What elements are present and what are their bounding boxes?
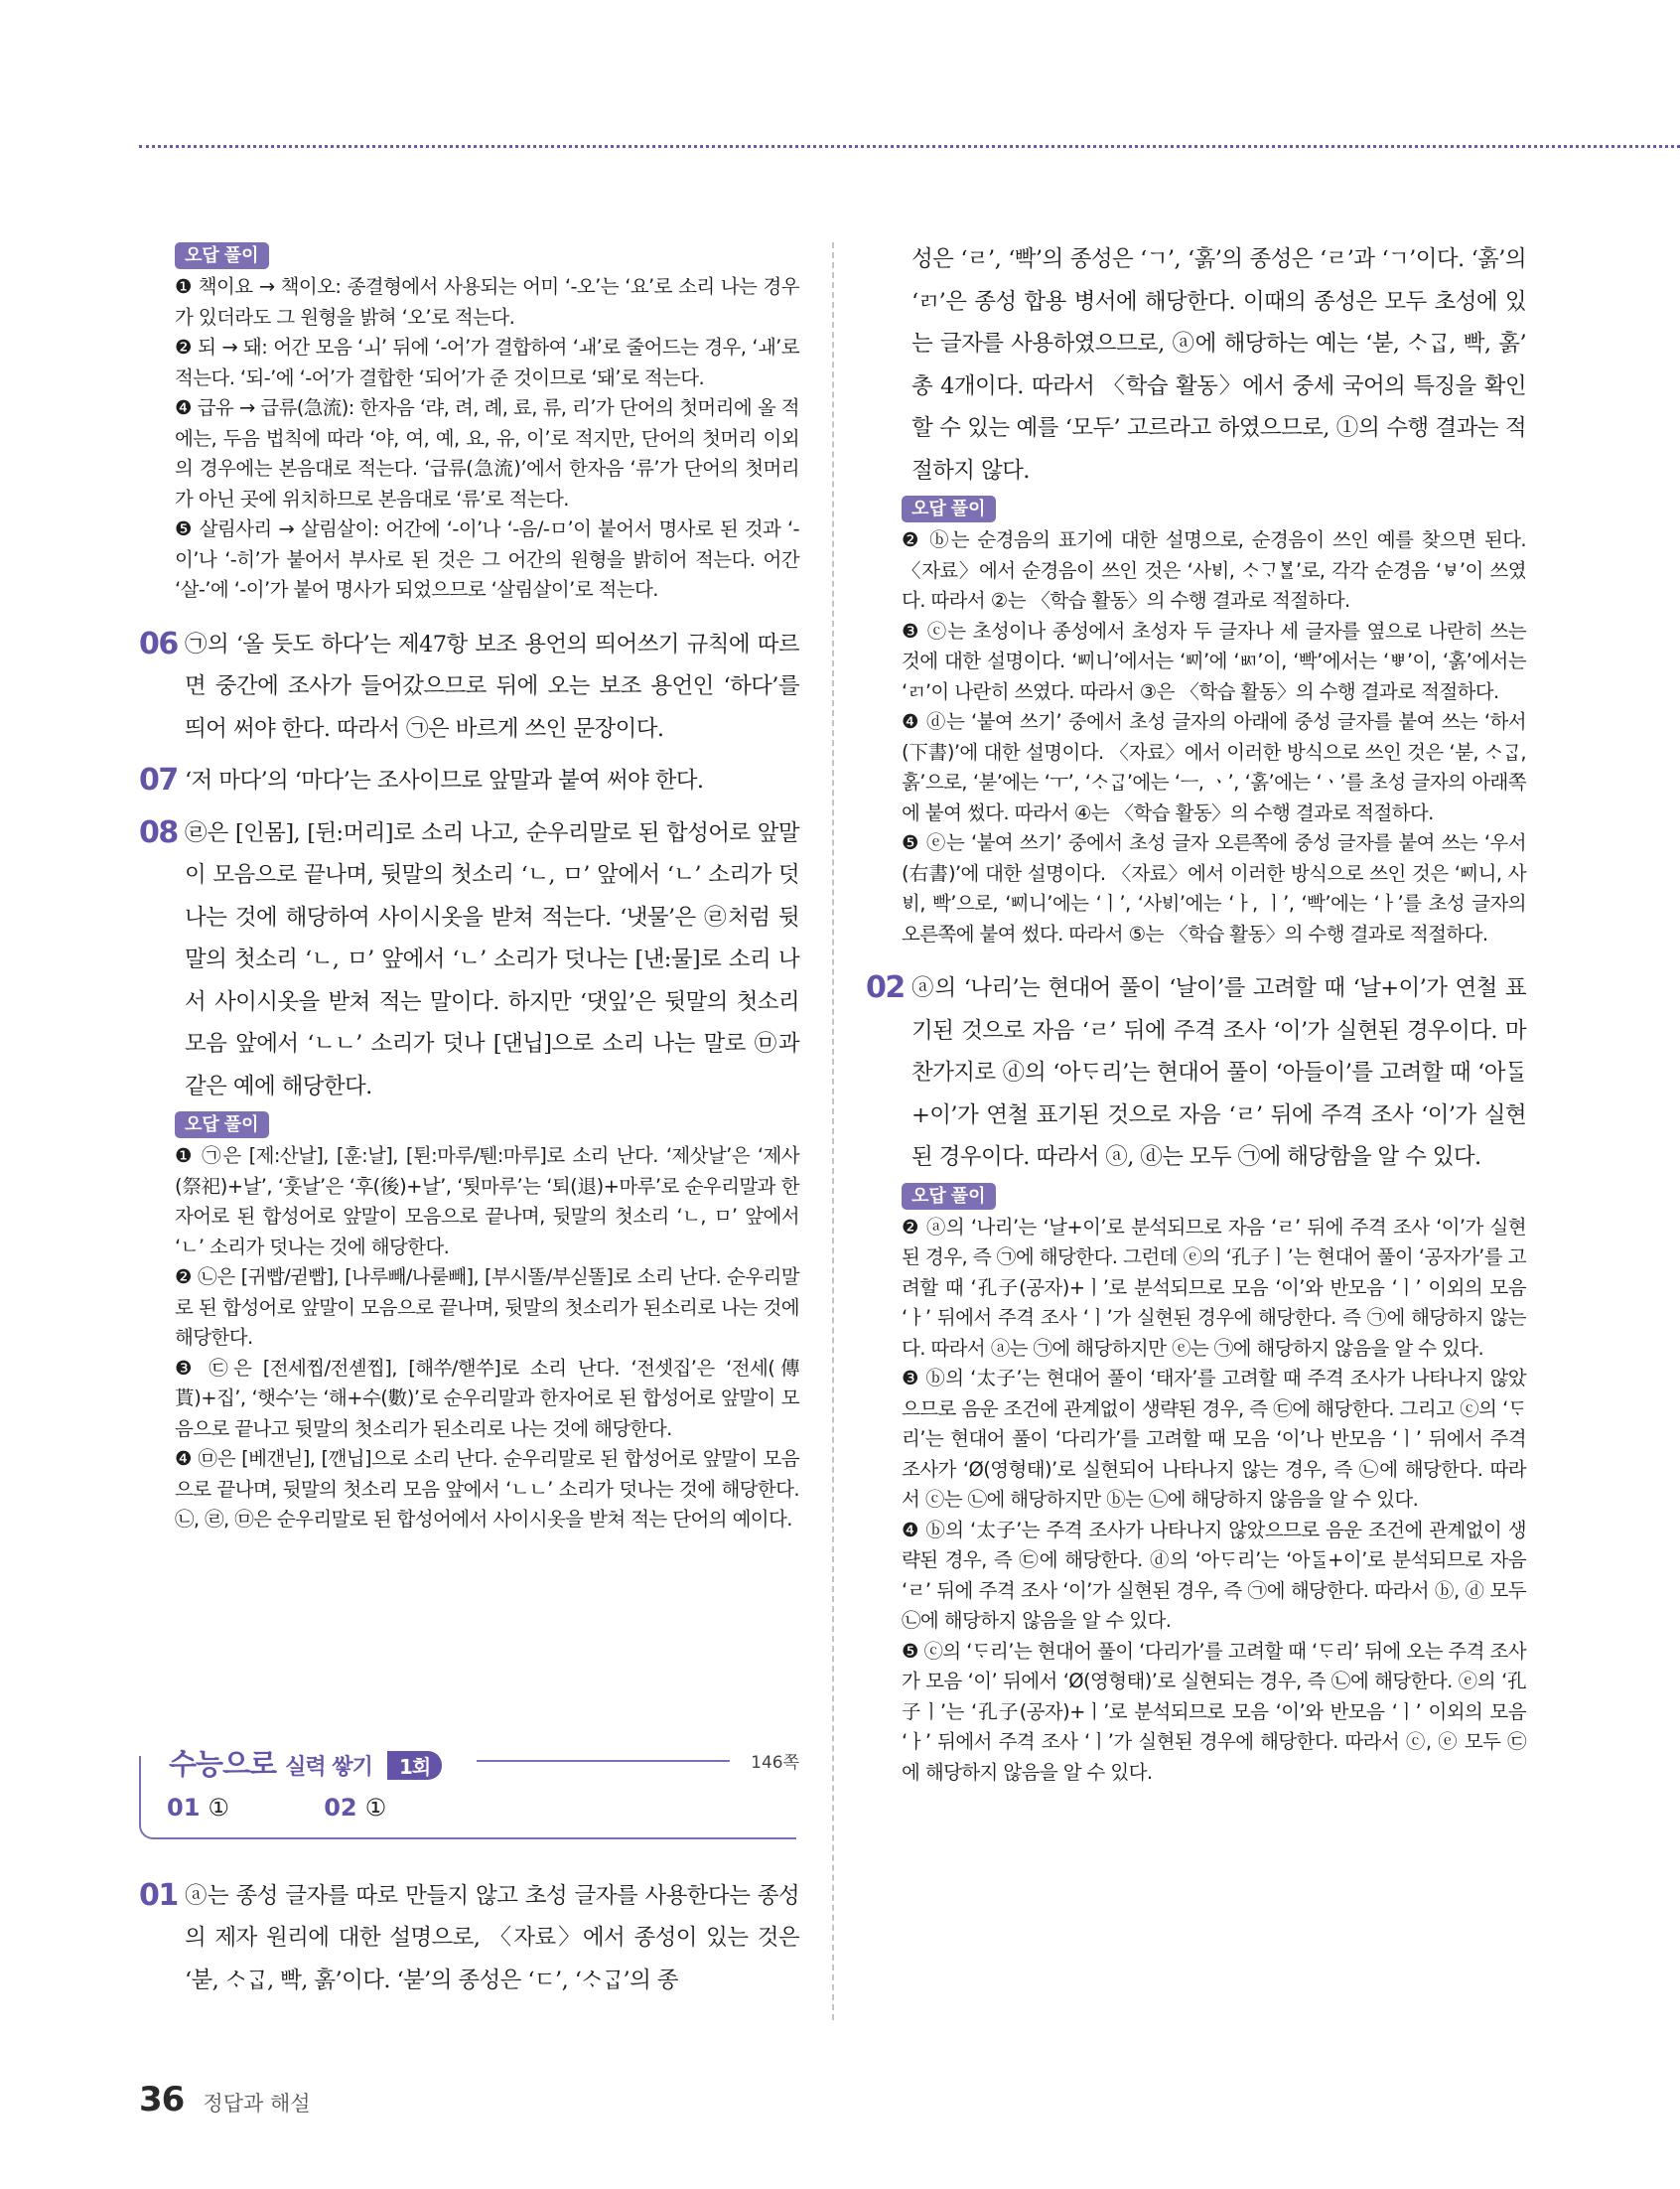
note: ❷ ⓐ의 ‘나리’는 ‘날+이’로 분석되므로 자음 ‘ㄹ’ 뒤에 주격 조사 ‘이’가 실현된 경우, 즉 ㉠에 해당한다. 그런데 ⓔ의 ‘孔子ㅣ’는 현대어 풀이 ‘공자가’를 고려할 때 ‘孔子(공자)+ㅣ’로 분석되므로 모음 ‘이’와 반모음 ‘ㅣ’ 이외의 모음 ‘ㅏ’ 뒤에서 주격 조사 ‘ㅣ’가 실현된 경우에 해당한다. 즉 ㉠에 해당하지 않는다. 따라서 ⓐ는 ㉠에 해당하지만 ⓔ는 ㉠에 해당하지 않음을 알 수 있다. bbox=[902, 1215, 1526, 1360]
practice-title bbox=[169, 1742, 450, 1783]
answer-text: ㉠의 ‘올 듯도 하다’는 제47항 보조 용언의 띄어쓰기 규칙에 따르면 중간에 조사가 들어갔으므로 뒤에 오는 보조 용언인 ‘하다’를 띄어 써야 한다. 따라서 ㉠은 바르게 쓰인 문장이다. bbox=[185, 631, 799, 742]
wrong-answer-section-1 bbox=[175, 238, 799, 606]
page-number: 36 bbox=[139, 2080, 185, 2119]
question-number: 06 bbox=[139, 626, 178, 661]
column-divider bbox=[832, 242, 834, 2020]
note: ❸ ⓒ는 초성이나 종성에서 초성자 두 글자나 세 글자를 옆으로 나란히 쓰는 것에 대한 설명이다. ‘ᄢᅵ니’에서는 ‘ᄢᅵ’에 ‘ㅴ’이, ‘빡’에서는 ‘ㅹ’이, ‘홁’에서는 ‘ㄺ’이 나란히 쓰였다. 따라서 ③은 〈학습 활동〉의 수행 결과로 적절하다. bbox=[902, 619, 1526, 703]
right-column bbox=[866, 238, 1526, 1788]
question-02 bbox=[866, 967, 1526, 1179]
left-column bbox=[139, 238, 799, 2001]
answer-value: ① bbox=[364, 1793, 387, 1822]
wrong-answer-section-4 bbox=[902, 1179, 1526, 1789]
page-reference: 146쪽 bbox=[743, 1748, 799, 1773]
note: ❺ ⓒ의 ‘ᄃᆞ리’는 현대어 풀이 ‘다리가’를 고려할 때 ‘ᄃᆞ리’ 뒤에 오는 주격 조사가 모음 ‘이’ 뒤에서 ‘Ø(영형태)’로 실현되는 경우, 즉 ㉡에 해당한다. ⓔ의 ‘孔子ㅣ’는 ‘孔子(공자)+ㅣ’로 분석되므로 모음 ‘이’와 반모음 ‘ㅣ’ 이외의 모음 ‘ㅏ’ 뒤에서 주격 조사 ‘ㅣ’가 실현된 경우에 해당한다. 따라서 ⓒ, ⓔ 모두 ㉢에 해당하지 않음을 알 수 있다. bbox=[902, 1639, 1526, 1784]
question-08 bbox=[139, 812, 799, 1108]
question-number: 08 bbox=[139, 814, 178, 850]
page-footer bbox=[139, 2080, 311, 2119]
answer-key bbox=[167, 1794, 386, 1822]
wrong-answer-badge: 오답 풀이 bbox=[902, 496, 996, 522]
note: ❸ ㉢은 [전세찝/전셷찝], [해쑤/핻쑤]로 소리 난다. ‘전셋집’은 ‘전세(傳貰)+집’, ‘햇수’는 ‘해+수(數)’로 순우리말과 한자어로 된 합성어로 앞말이 모음으로 끝나고 뒷말의 첫소리가 된소리로 나는 것에 해당한다. bbox=[175, 1356, 799, 1440]
answer-text: ㉣은 [인몸], [뒨:머리]로 소리 나고, 순우리말로 된 합성어로 앞말이 모음으로 끝나며, 뒷말의 첫소리 ‘ㄴ, ㅁ’ 앞에서 ‘ㄴ’ 소리가 덧나는 것에 해당하여 사이시옷을 받쳐 적는다. ‘냇물’은 ㉣처럼 뒷말의 첫소리 ‘ㄴ, ㅁ’ 앞에서 ‘ㄴ’ 소리가 덧나는 [낸:물]로 소리 나서 사이시옷을 받쳐 적는 말이다. 하지만 ‘댓잎’은 뒷말의 첫소리 모음 앞에서 ‘ㄴㄴ’ 소리가 덧나 [댄닙]으로 소리 나는 말로 ㉤과 같은 예에 해당한다. bbox=[185, 819, 799, 1099]
note: ❸ ⓑ의 ‘太子’는 현대어 풀이 ‘태자’를 고려할 때 주격 조사가 나타나지 않았으므로 음운 조건에 관계없이 생략된 경우, 즉 ㉢에 해당한다. 그리고 ⓒ의 ‘ᄃᆞ리’는 현대어 풀이 ‘다리가’를 고려할 때 모음 ‘이’나 반모음 ‘ㅣ’ 뒤에서 주격 조사가 ‘Ø(영형태)’로 실현되어 나타나지 않는 경우, 즉 ㉡에 해당한다. 따라서 ⓒ는 ㉡에 해당하지만 ⓑ는 ㉡에 해당하지 않음을 알 수 있다. bbox=[902, 1367, 1526, 1511]
note: ❹ ⓓ는 ‘붙여 쓰기’ 중에서 초성 글자의 아래에 중성 글자를 붙여 쓰는 ‘하서(下書)’에 대한 설명이다. 〈자료〉에서 이러한 방식으로 쓰인 것은 ‘붇, ᄉᆞᄀᆞᆸ, 홁’으로, ‘붇’에는 ‘ㅜ’, ‘ᄉᆞᄀᆞᆸ’에는 ‘ㅡ, ㆍ’, ‘홁’에는 ‘ㆍ’를 초성 글자의 아래쪽에 붙여 썼다. 따라서 ④는 〈학습 활동〉의 수행 결과로 적절하다. bbox=[902, 710, 1526, 824]
question-07 bbox=[139, 760, 799, 803]
answer-text: ⓐ의 ‘나리’는 현대어 풀이 ‘날이’를 고려할 때 ‘날+이’가 연철 표기된 것으로 자음 ‘ㄹ’ 뒤에 주격 조사 ‘이’가 실현된 경우이다. 마찬가지로 ⓓ의 ‘아ᄃᆞ리’는 현대어 풀이 ‘아들이’를 고려할 때 ‘아ᄃᆞᆯ+이’가 연철 표기된 것으로 자음 ‘ㄹ’ 뒤에 주격 조사 ‘이’가 실현된 경우이다. 따라서 ⓐ, ⓓ는 모두 ㉠에 해당함을 알 수 있다. bbox=[911, 975, 1526, 1170]
note: ❶ ㉠은 [제:산날], [훈:날], [퇸:마루/퉨:마루]로 소리 난다. ‘제삿날’은 ‘제사(祭祀)+날’, ‘훗날’은 ‘후(後)+날’, ‘툇마루’는 ‘퇴(退)+마루’로 순우리말과 한자어로 된 합성어로 앞말이 모음으로 끝나며, 뒷말의 첫소리 ‘ㄴ, ㅁ’ 앞에서 ‘ㄴ’ 소리가 덧나는 것에 해당한다. bbox=[175, 1144, 799, 1258]
wrong-answer-badge: 오답 풀이 bbox=[175, 242, 269, 269]
subtitle-text: 실력 쌓기 bbox=[285, 1754, 372, 1780]
suneung-practice-box bbox=[139, 1742, 799, 1822]
footer-label: 정답과 해설 bbox=[203, 2092, 311, 2116]
wrong-answer-badge: 오답 풀이 bbox=[175, 1111, 269, 1138]
title-text: 수능으로 bbox=[169, 1746, 277, 1781]
answer-number: 01 bbox=[167, 1793, 201, 1822]
header-line bbox=[477, 1760, 730, 1762]
answer-text: 성은 ‘ㄹ’, ‘빡’의 종성은 ‘ㄱ’, ‘홁’의 종성은 ‘ㄹ’과 ‘ㄱ’이다. ‘홁’의 ‘ㄺ’은 종성 합용 병서에 해당한다. 이때의 종성은 모두 초성에 있는 글자를 사용하였으므로, ⓐ에 해당하는 예는 ‘붇, ᄉᆞᄀᆞᆸ, 빡, 홁’ 총 4개이다. 따라서 〈학습 활동〉에서 중세 국어의 특징을 확인할 수 있는 예를 ‘모두’ 고르라고 하였으므로, ①의 수행 결과는 적절하지 않다. bbox=[911, 246, 1526, 484]
note: ❹ 급유 → 급류(急流): 한자음 ‘랴, 려, 례, 료, 류, 리’가 단어의 첫머리에 올 적에는, 두음 법칙에 따라 ‘야, 여, 예, 요, 유, 이’로 적지만, 단어의 첫머리 이외의 경우에는 본음대로 적는다. ‘급류(急流)’에서 한자음 ‘류’가 단어의 첫머리가 아닌 곳에 위치하므로 본음대로 ‘류’로 적는다. bbox=[175, 396, 799, 511]
wrong-answer-badge: 오답 풀이 bbox=[902, 1183, 996, 1210]
note: ❷ ⓑ는 순경음의 표기에 대한 설명으로, 순경음이 쓰인 예를 찾으면 된다. 〈자료〉에서 순경음이 쓰인 것은 ‘사ᄫᅵ, ᄉᆞᄀᆞᄫᆞᆯ’로, 각각 순경음 ‘ㅸ’이 쓰였다. 따라서 ②는 〈학습 활동〉의 수행 결과로 적절하다. bbox=[902, 528, 1526, 612]
question-number: 07 bbox=[139, 763, 178, 798]
question-number: 01 bbox=[139, 1877, 178, 1913]
top-dotted-rule bbox=[139, 145, 1680, 148]
wrong-answer-section-3 bbox=[902, 492, 1526, 949]
note: ❺ 살림사리 → 살림살이: 어간에 ‘-이’나 ‘-음/-ㅁ’이 붙어서 명사로 된 것과 ‘-이’나 ‘-히’가 붙어서 부사로 된 것은 그 어간의 원형을 밝히어 적는다. 어간 ‘살-’에 ‘-이’가 붙어 명사가 되었으므로 ‘살림살이’로 적는다. bbox=[175, 517, 799, 601]
question-06 bbox=[139, 624, 799, 751]
question-number: 02 bbox=[866, 970, 905, 1005]
answer-value: ① bbox=[208, 1793, 229, 1822]
answer-number: 02 bbox=[324, 1793, 357, 1822]
note: ❹ ⓑ의 ‘太子’는 주격 조사가 나타나지 않았으므로 음운 조건에 관계없이 생략된 경우, 즉 ㉢에 해당한다. ⓓ의 ‘아ᄃᆞ리’는 ‘아ᄃᆞᆯ+이’로 분석되므로 자음 ‘ㄹ’ 뒤에 주격 조사 ‘이’가 실현된 경우, 즉 ㉠에 해당한다. 따라서 ⓑ, ⓓ 모두 ㉡에 해당하지 않음을 알 수 있다. bbox=[902, 1518, 1526, 1632]
round-badge: 1회 bbox=[387, 1751, 442, 1780]
note: ❹ ㉤은 [베갠닏], [깬닙]으로 소리 난다. 순우리말로 된 합성어로 앞말이 모음으로 끝나며, 뒷말의 첫소리 모음 앞에서 ‘ㄴㄴ’ 소리가 덧나는 것에 해당한다. ㉡, ㉣, ㉤은 순우리말로 된 합성어에서 사이시옷을 받쳐 적는 단어의 예이다. bbox=[175, 1447, 799, 1531]
question-01 bbox=[139, 1875, 799, 2002]
note: ❺ ⓔ는 ‘붙여 쓰기’ 중에서 초성 글자 오른쪽에 중성 글자를 붙여 쓰는 ‘우서(右書)’에 대한 설명이다. 〈자료〉에서 이러한 방식으로 쓰인 것은 ‘ᄢᅵ니, 사ᄫᅵ, 빡’으로, ‘ᄢᅵ니’에는 ‘ㅣ’, ‘사ᄫᅵ’에는 ‘ㅏ, ㅣ’, ‘빡’에는 ‘ㅏ’를 초성 글자의 오른쪽에 붙여 썼다. 따라서 ⑤는 〈학습 활동〉의 수행 결과로 적절하다. bbox=[902, 831, 1526, 946]
note: ❶ 책이요 → 책이오: 종결형에서 사용되는 어미 ‘-오’는 ‘요’로 소리 나는 경우가 있더라도 그 원형을 밝혀 ‘오’로 적는다. bbox=[175, 275, 799, 329]
answer-text: ⓐ는 종성 글자를 따로 만들지 않고 초성 글자를 사용한다는 종성의 제자 원리에 대한 설명으로, 〈자료〉에서 종성이 있는 것은 ‘붇, ᄉᆞᄀᆞᆸ, 빡, 홁’이다. ‘붇’의 종성은 ‘ㄷ’, ‘ᄉᆞᄀᆞᆸ’의 종 bbox=[185, 1882, 799, 1993]
question-01-continued bbox=[866, 238, 1526, 492]
wrong-answer-section-2 bbox=[175, 1107, 799, 1535]
note: ❷ 되 → 돼: 어간 모음 ‘ㅚ’ 뒤에 ‘-어’가 결합하여 ‘ㅙ’로 줄어드는 경우, ‘ㅙ’로 적는다. ‘되-’에 ‘-어’가 결합한 ‘되어’가 준 것이므로 ‘돼’로 적는다. bbox=[175, 336, 799, 389]
answer-text: ‘저 마다’의 ‘마다’는 조사이므로 앞말과 붙여 써야 한다. bbox=[185, 768, 704, 794]
note: ❷ ㉡은 [귀빱/귇빱], [나루빼/나룯빼], [부시똘/부싣똘]로 소리 난다. 순우리말로 된 합성어로 앞말이 모음으로 끝나며, 뒷말의 첫소리가 된소리로 나는 것에 해당한다. bbox=[175, 1265, 799, 1349]
